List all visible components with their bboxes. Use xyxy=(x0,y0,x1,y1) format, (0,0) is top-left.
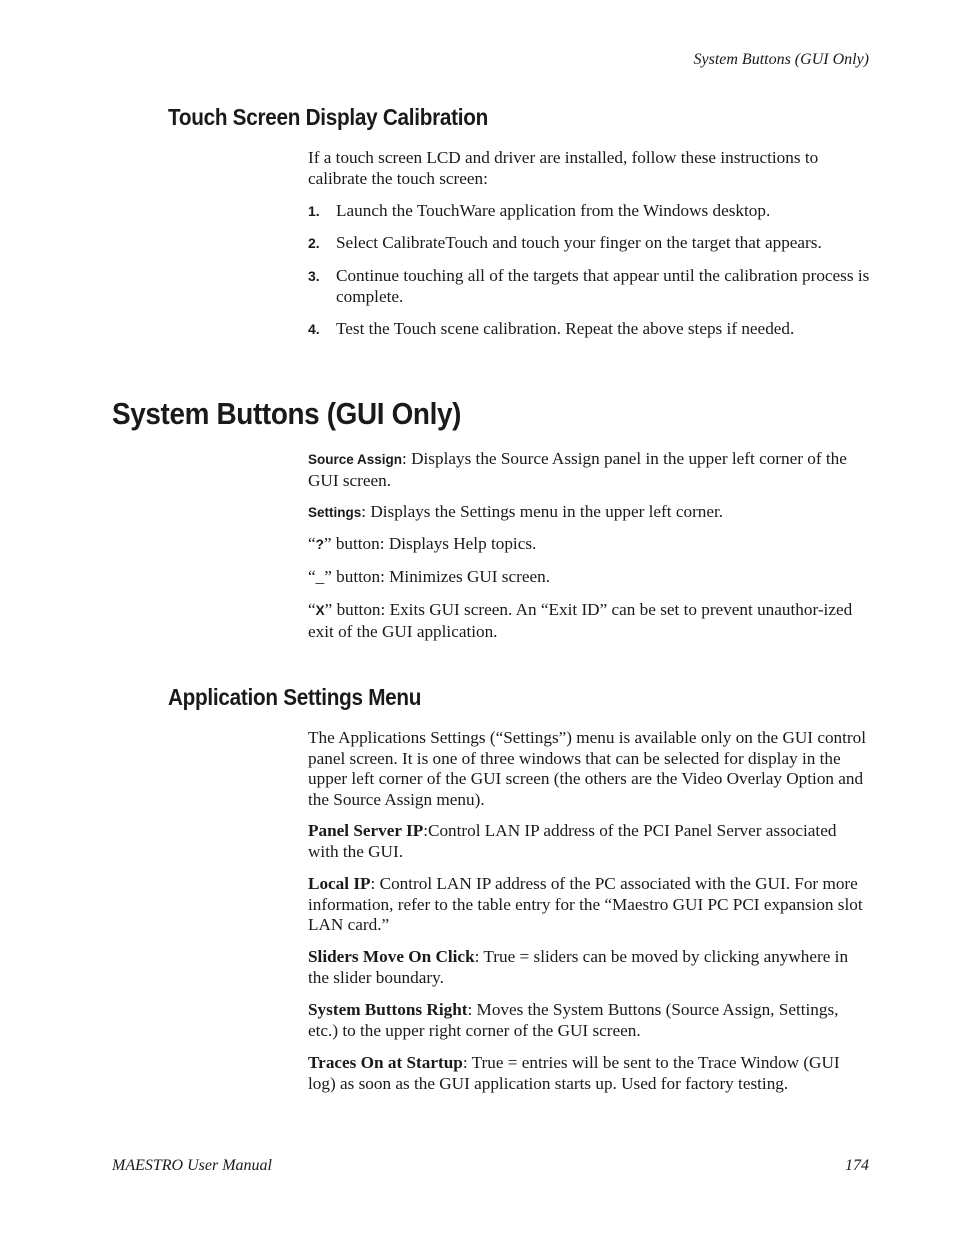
term-label: Local IP xyxy=(308,874,371,893)
term-label: System Buttons Right xyxy=(308,1000,468,1019)
step-text: Launch the TouchWare application from the Windows desktop. xyxy=(336,201,771,220)
step-item xyxy=(308,201,870,222)
section-heading-system-buttons: System Buttons (GUI Only) xyxy=(112,396,462,431)
term-description: ” button: Displays Help topics. xyxy=(323,534,537,553)
running-header: System Buttons (GUI Only) xyxy=(693,51,869,68)
term-description: ” button: Exits GUI screen. An “Exit ID” can be set to prevent unauthor-ized exit of the GUI application. xyxy=(308,600,853,641)
page-footer xyxy=(112,1157,869,1175)
step-text: Test the Touch scene calibration. Repeat the above steps if needed. xyxy=(336,319,795,338)
term-description: :Control LAN IP address of the PCI Panel Server associated with the GUI. xyxy=(308,821,837,861)
definition-item xyxy=(308,502,870,524)
definition-item xyxy=(308,534,870,556)
definition-item xyxy=(308,1000,870,1041)
page-number: 174 xyxy=(845,1157,869,1174)
step-number: 4. xyxy=(308,321,320,337)
term-description: : Displays the Settings menu in the upper left corner. xyxy=(361,502,724,521)
term-label: Settings xyxy=(308,505,362,520)
term-description: : Control LAN IP address of the PC associated with the GUI. For more information, refer to the table entry for the “Maestro GUI PC PCI expansion slot LAN card.” xyxy=(308,874,863,934)
intro-paragraph: The Applications Settings (“Settings”) menu is available only on the GUI control panel screen. It is one of three windows that can be selected for display in the upper left corner of the GUI screen (the others are the Video Overlay Option and the Source Assign menu). xyxy=(308,728,867,809)
step-number: 1. xyxy=(308,203,320,219)
term-label: ? xyxy=(315,537,324,552)
step-number: 2. xyxy=(308,235,320,251)
quote-open: “ xyxy=(308,600,316,619)
term-label: Sliders Move On Click xyxy=(308,947,475,966)
manual-title: MAESTRO User Manual xyxy=(112,1157,272,1174)
term-label: X xyxy=(315,603,325,618)
app-settings-intro xyxy=(308,728,870,810)
term-description: : Moves the System Buttons (Source Assign, Settings, etc.) to the upper right corner of the GUI screen. xyxy=(308,1000,839,1040)
step-number: 3. xyxy=(308,268,320,284)
definition-item xyxy=(308,449,870,491)
step-item xyxy=(308,266,870,307)
definition-item xyxy=(308,821,870,862)
step-item xyxy=(308,233,870,254)
intro-paragraph: If a touch screen LCD and driver are installed, follow these instructions to calibrate the touch screen: xyxy=(308,148,819,188)
term-label: Panel Server IP xyxy=(308,821,424,840)
step-item xyxy=(308,319,870,340)
touch-calibration-intro xyxy=(308,148,870,189)
step-text: Select CalibrateTouch and touch your finger on the target that appears. xyxy=(336,233,822,252)
definition-item xyxy=(308,1053,870,1094)
term-description: : True = sliders can be moved by clicking anywhere in the slider boundary. xyxy=(308,947,849,987)
term-label: Traces On at Startup xyxy=(308,1053,463,1072)
step-text: Continue touching all of the targets that appear until the calibration process is complete. xyxy=(336,266,870,306)
definition-item xyxy=(308,874,870,936)
section-heading-application-settings: Application Settings Menu xyxy=(168,684,422,710)
term-description: : Displays the Source Assign panel in the upper left corner of the GUI screen. xyxy=(308,449,847,490)
term-label: Source Assign xyxy=(308,452,403,467)
definition-item xyxy=(308,567,870,588)
term-description: “_” button: Minimizes GUI screen. xyxy=(308,567,550,586)
definition-item xyxy=(308,600,870,642)
definition-item xyxy=(308,947,870,988)
quote-open: “ xyxy=(308,534,316,553)
section-heading-touch-calibration: Touch Screen Display Calibration xyxy=(168,104,488,130)
term-description: : True = entries will be sent to the Trace Window (GUI log) as soon as the GUI application starts up. Used for factory testing. xyxy=(308,1053,840,1093)
